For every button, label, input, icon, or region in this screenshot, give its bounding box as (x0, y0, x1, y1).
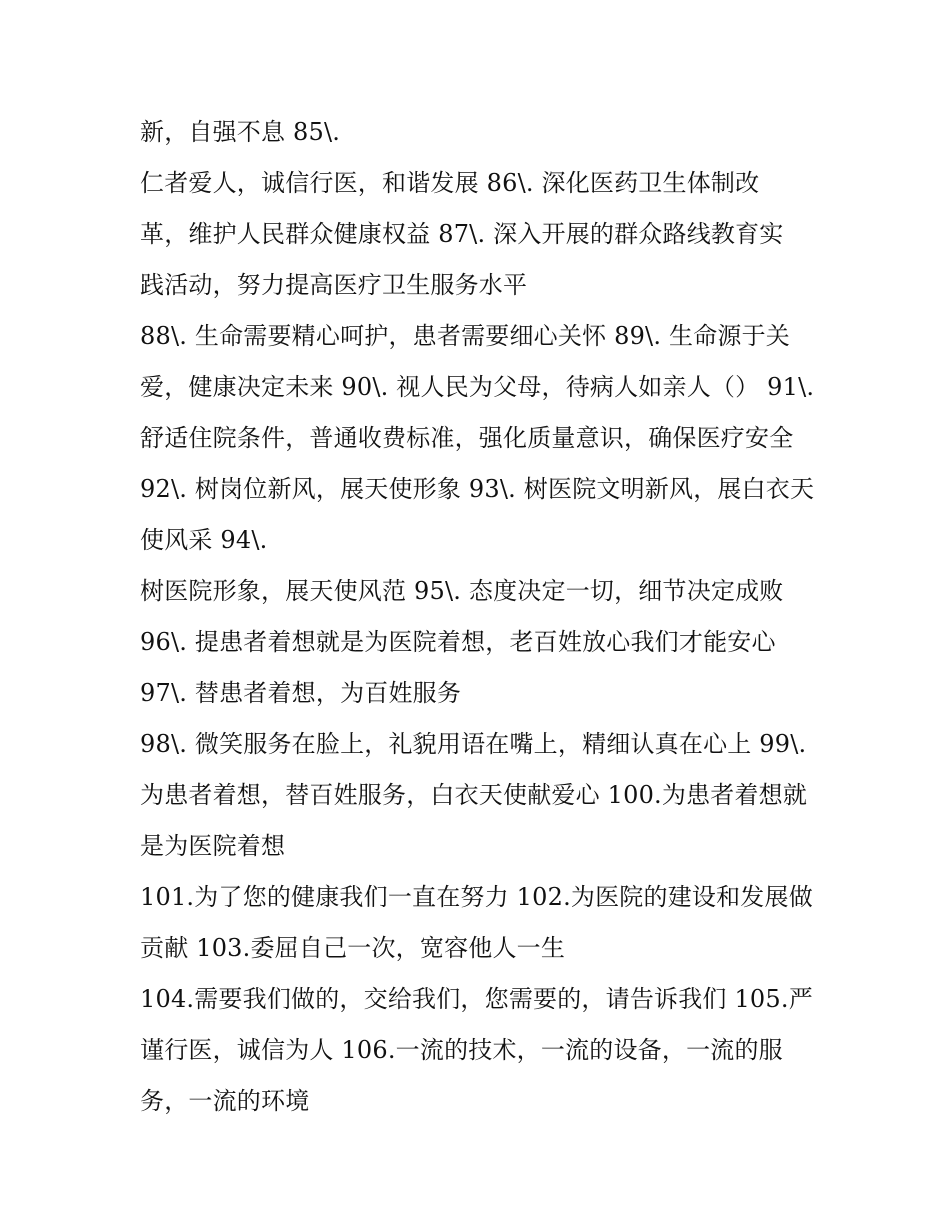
text-line: 为患者着想，替百姓服务，白衣天使献爱心 100.为患者着想就 (140, 781, 808, 809)
document-body (140, 107, 830, 1127)
text-line: 仁者爱人，诚信行医，和谐发展 86\. 深化医药卫生体制改 (140, 169, 760, 197)
text-line: 92\. 树岗位新风，展天使形象 93\. 树医院文明新风，展白衣天 (140, 475, 815, 503)
text-line: 务，一流的环境 (140, 1087, 310, 1115)
text-line: 谨行医，诚信为人 106.一流的技术，一流的设备，一流的服 (140, 1036, 783, 1064)
text-line: 98\. 微笑服务在脸上，礼貌用语在嘴上，精细认真在心上 99\. (140, 730, 807, 758)
text-line: 爱，健康决定未来 90\. 视人民为父母，待病人如亲人（） 91\. (140, 373, 815, 401)
text-line: 践活动，努力提高医疗卫生服务水平 (140, 271, 528, 299)
text-line: 使风采 94\. (140, 526, 268, 554)
text-line: 是为医院着想 (140, 832, 286, 860)
text-line: 104.需要我们做的，交给我们，您需要的，请告诉我们 105.严 (140, 985, 813, 1013)
text-line: 树医院形象，展天使风范 95\. 态度决定一切，细节决定成败 (140, 577, 784, 605)
text-line: 96\. 提患者着想就是为医院着想，老百姓放心我们才能安心 (140, 628, 776, 656)
text-line: 革，维护人民群众健康权益 87\. 深入开展的群众路线教育实 (140, 220, 784, 248)
text-line: 88\. 生命需要精心呵护，患者需要细心关怀 89\. 生命源于关 (140, 322, 790, 350)
text-line: 舒适住院条件，普通收费标准，强化质量意识，确保医疗安全 (140, 424, 794, 452)
text-line: 贡献 103.委屈自己一次，宽容他人一生 (140, 934, 566, 962)
text-line: 97\. 替患者着想，为百姓服务 (140, 679, 462, 707)
text-line: 101.为了您的健康我们一直在努力 102.为医院的建设和发展做 (140, 883, 813, 911)
text-line: 新，自强不息 85\. (140, 118, 341, 146)
